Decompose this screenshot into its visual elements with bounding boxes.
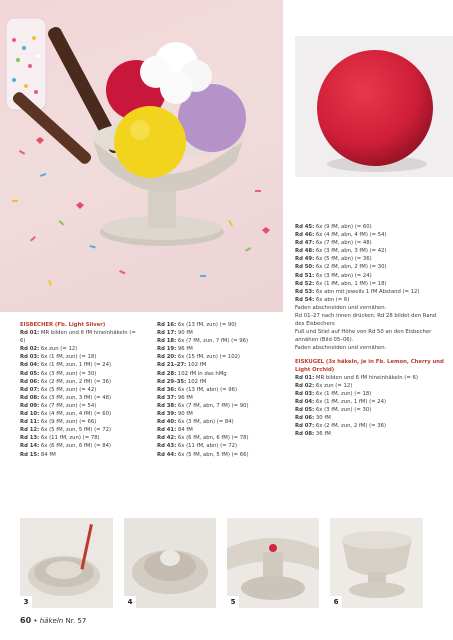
- instructions-column-1: [20, 321, 138, 459]
- instruction-line: Rd 50: 6x (2 fM, abn, 2 fM) (= 30): [295, 264, 387, 271]
- instruction-line: Rd 03: 6x (1 fM, zun) (= 18): [295, 390, 372, 397]
- instruction-line: Rd 38: 6x (7 fM, abn, 7 fM) (= 90): [157, 402, 249, 409]
- step-photo-4: [124, 518, 216, 608]
- step-number: 3: [20, 596, 32, 608]
- sundae-illustration: [0, 0, 283, 312]
- instruction-line: Rd 09: 6x (7 fM, zun) (= 54): [20, 402, 97, 409]
- instructions-column-3: [295, 223, 445, 438]
- instruction-line: Rd 05: 6x (3 fM, zun) (= 30): [20, 370, 97, 377]
- instruction-line: Rd 17: 90 fM: [157, 330, 193, 337]
- step-number: 6: [330, 596, 342, 608]
- instruction-line: Rd 18: 6x (7 fM, zun, 7 fM) (= 96): [157, 338, 249, 345]
- photo-ice-cream-sundae: [0, 0, 283, 312]
- note-line: Faden abschneiden und vernähen.: [295, 345, 387, 352]
- magazine-name: häkeln: [39, 617, 64, 625]
- instruction-line: Rd 06: 30 fM: [295, 415, 331, 422]
- footer-bullet: •: [33, 617, 38, 625]
- instruction-line: Rd 54: 6x abn (= 6): [295, 296, 350, 303]
- note-line: Faden abschneiden und vernähen.: [295, 304, 387, 311]
- instruction-line: Rd 01: MR bilden und 6 fM hineinhäkeln (= 6): [295, 374, 418, 381]
- instruction-line: Rd 06: 6x (2 fM, zun, 2 fM) (= 36): [20, 378, 112, 385]
- photo-crochet-ball: [295, 36, 453, 177]
- section-heading-eisbecher: EISBECHER (Fb. Light Silver): [20, 322, 106, 328]
- page-number: 60: [20, 616, 32, 625]
- note-line: Rd 01–27 nach innen drücken. Rd 28 bildet den Rand des Eisbechers: [295, 313, 437, 328]
- instruction-line: Rd 11: 6x (9 fM, zun) (= 66): [20, 419, 97, 426]
- instruction-line: Rd 04: 6x (1 fM, zun, 1 fM) (= 24): [295, 398, 387, 405]
- note-line: Fuß und Stiel auf Höhe von Rd 50 an den Eisbecher annähen (Bild 05–06).: [295, 329, 432, 344]
- instruction-line: Rd 28: 102 fM in das hMg: [157, 370, 227, 377]
- step-photo-5: [227, 518, 319, 608]
- instruction-line: Rd 44: 6x (5 fM, abn, 5 fM) (= 66): [157, 451, 249, 458]
- instruction-line: Rd 16: 6x (13 fM, zun) (= 90): [157, 322, 237, 328]
- instruction-line: Rd 43: 6x (11 fM, abn) (= 72): [157, 443, 238, 450]
- instruction-line: Rd 37: 96 fM: [157, 394, 193, 401]
- step-4-illustration: [124, 518, 216, 608]
- bowl-stem: [148, 190, 176, 228]
- lemon-scoop: [114, 106, 186, 178]
- instruction-line: Rd 46: 6x (4 fM, abn, 4 fM) (= 54): [295, 232, 387, 239]
- instruction-line: Rd 42: 6x (6 fM, abn, 6 fM) (= 78): [157, 435, 249, 442]
- step-number: 4: [124, 596, 136, 608]
- step-photo-6: [330, 518, 423, 608]
- instruction-line: Rd 53: 6x abn mit jeweils 1 fM Abstand (= 12): [295, 288, 420, 295]
- instruction-line: Rd 29–35: 102 fM: [157, 378, 207, 385]
- section-heading-eiskugel: EISKUGEL (3x häkeln, je in Fb. Lemon, Cherry und Light Orchid): [295, 358, 444, 373]
- instruction-line: Rd 05: 6x (3 fM, zun) (= 30): [295, 407, 372, 414]
- step-5-illustration: [227, 518, 319, 608]
- instruction-line: Rd 39: 90 fM: [157, 411, 193, 418]
- step-3-illustration: [20, 518, 113, 608]
- instruction-line: Rd 01: MR bilden und 6 fM hineinhäkeln (= 6): [20, 330, 136, 345]
- step-6-illustration: [330, 518, 423, 608]
- instruction-line: Rd 10: 6x (4 fM, zun, 4 fM) (= 60): [20, 411, 112, 418]
- sprinkles-jar: [6, 18, 46, 110]
- instruction-line: Rd 08: 36 fM: [295, 431, 331, 438]
- instruction-line: Rd 51: 6x (3 fM, abn) (= 24): [295, 272, 372, 279]
- instruction-line: Rd 15: 84 fM: [20, 451, 56, 458]
- instruction-line: Rd 36: 6x (13 fM, abn) (= 96): [157, 386, 238, 393]
- instruction-line: Rd 02: 6x zun (= 12): [20, 346, 78, 353]
- issue-number: Nr. 57: [65, 617, 87, 625]
- instruction-line: Rd 02: 6x zun (= 12): [295, 382, 353, 389]
- instruction-line: Rd 40: 6x (3 fM, abn) (= 84): [157, 419, 234, 426]
- instruction-line: Rd 07: 6x (5 fM, zun) (= 42): [20, 386, 97, 393]
- wafer-stick-2: [11, 90, 93, 166]
- instruction-line: Rd 14: 6x (6 fM, zun, 6 fM) (= 84): [20, 443, 112, 450]
- instruction-line: Rd 04: 6x (1 fM, zun, 1 fM) (= 24): [20, 362, 112, 369]
- instruction-line: Rd 12: 6x (5 fM, zun, 5 fM) (= 72): [20, 427, 112, 434]
- instructions-column-2: [157, 321, 275, 459]
- instruction-line: Rd 07: 6x (2 fM, zun, 2 fM) (= 36): [295, 423, 387, 430]
- crochet-ball-illustration: [295, 36, 453, 177]
- instruction-line: Rd 13: 6x (11 fM, zun) (= 78): [20, 435, 100, 442]
- instruction-line: Rd 20: 6x (15 fM, zun) (= 102): [157, 354, 240, 361]
- instruction-line: Rd 47: 6x (7 fM, abn) (= 48): [295, 240, 372, 247]
- instruction-line: Rd 03: 6x (1 fM, zun) (= 18): [20, 354, 97, 361]
- instruction-line: Rd 49: 6x (5 fM, abn) (= 36): [295, 256, 372, 263]
- instruction-line: Rd 41: 84 fM: [157, 427, 193, 434]
- step-number: 5: [227, 596, 239, 608]
- instruction-line: Rd 21–27: 102 fM: [157, 362, 207, 369]
- instruction-line: Rd 52: 6x (1 fM, abn, 1 fM) (= 18): [295, 280, 387, 287]
- instruction-line: Rd 45: 6x (9 fM, abn) (= 60): [295, 224, 372, 230]
- instruction-line: Rd 08: 6x (3 fM, zun, 3 fM) (= 48): [20, 394, 112, 401]
- step-photo-3: [20, 518, 113, 608]
- instruction-line: Rd 48: 6x (3 fM, abn, 3 fM) (= 42): [295, 248, 387, 255]
- cherry-ball: [317, 50, 433, 166]
- instruction-line: Rd 19: 96 fM: [157, 346, 193, 353]
- page-footer: [20, 616, 86, 625]
